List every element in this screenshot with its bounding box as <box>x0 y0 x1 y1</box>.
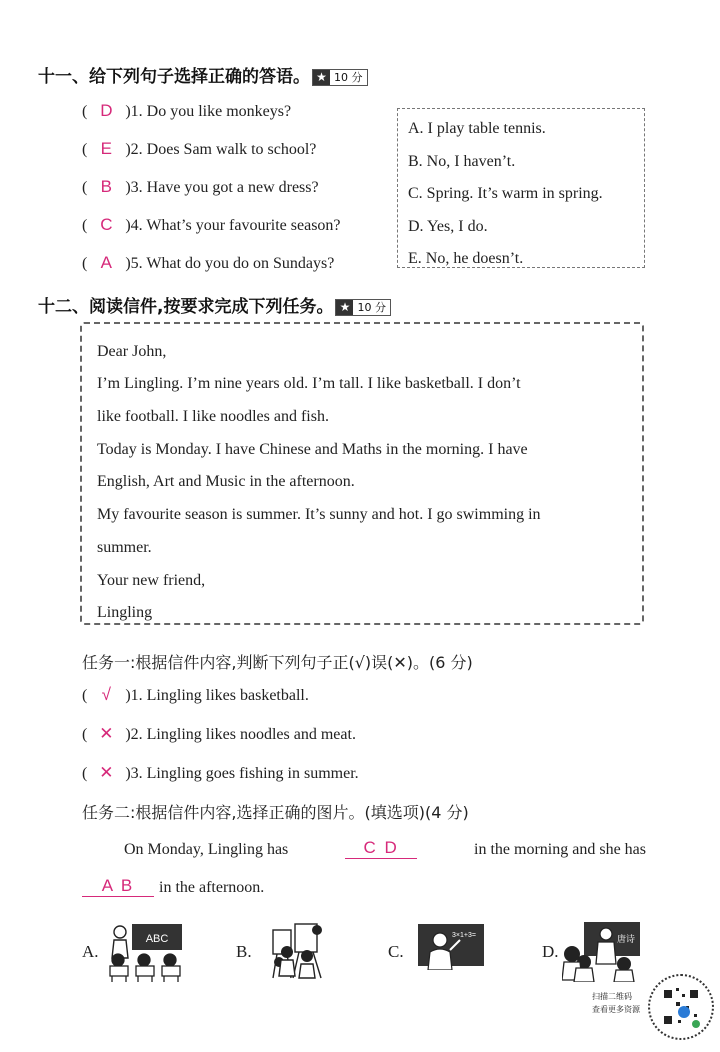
task1-row: ( √ )1. Lingling likes basketball. <box>82 685 309 704</box>
task1-title: 任务一:根据信件内容,判断下列句子正(√)误(✕)。(6 分) <box>82 653 473 672</box>
question-text: )2. Does Sam walk to school? <box>125 141 317 158</box>
question-text: )1. Do you like monkeys? <box>125 103 292 120</box>
question-row: ( A )5. What do you do on Sundays? <box>82 253 335 272</box>
star-icon: ★ <box>336 300 353 315</box>
letter-line: Lingling <box>97 604 153 621</box>
question-text: )5. What do you do on Sundays? <box>125 255 335 272</box>
qr-caption-line: 扫描二维码 <box>592 992 632 1001</box>
picture-art-class <box>265 916 331 982</box>
qr-caption-line: 查看更多资源 <box>592 1005 640 1014</box>
question-row: ( B )3. Have you got a new dress? <box>82 177 319 196</box>
section-12-heading <box>38 292 391 317</box>
question-row: ( D )1. Do you like monkeys? <box>82 101 292 120</box>
answer-mark: B <box>100 177 112 196</box>
sentence-part: in the afternoon. <box>159 879 265 896</box>
question-row: ( C )4. What’s your favourite season? <box>82 215 341 234</box>
picture-label-b: B. <box>236 942 252 961</box>
task1-row: ( ✕ )3. Lingling goes fishing in summer. <box>82 763 359 782</box>
picture-label-c: C. <box>388 942 404 961</box>
option-item: E. No, he doesn’t. <box>408 250 524 267</box>
score-badge <box>312 69 368 86</box>
question-text: )4. What’s your favourite season? <box>125 217 341 234</box>
answer-blank: C D <box>345 838 417 859</box>
letter-line: I’m Lingling. I’m nine years old. I’m tall. I like basketball. I don’t <box>97 375 521 392</box>
answer-mark: ✕ <box>99 763 114 782</box>
sentence-part: On Monday, Lingling has <box>124 841 289 858</box>
option-item: C. Spring. It’s warm in spring. <box>408 185 603 202</box>
options-box <box>397 108 645 268</box>
answer-mark: C <box>100 215 113 234</box>
picture-label-d: D. <box>542 942 559 961</box>
answer-mark: E <box>100 139 112 158</box>
letter-line: Your new friend, <box>97 572 206 589</box>
answer-blank: A B <box>82 876 154 897</box>
score-text: 10 分 <box>357 301 386 314</box>
section-11-heading <box>38 62 368 87</box>
score-text: 10 分 <box>334 71 363 84</box>
letter-line: like football. I like noodles and fish. <box>97 408 329 425</box>
answer-mark: A <box>100 253 112 272</box>
letter-line: My favourite season is summer. It’s sunny and hot. I go swimming in <box>97 506 541 523</box>
picture-label-a: A. <box>82 942 99 961</box>
answer-mark: D <box>100 101 113 120</box>
task2-sentence <box>82 876 264 897</box>
board-text: ABC <box>145 933 169 945</box>
letter-line: English, Art and Music in the afternoon. <box>97 473 355 490</box>
picture-chinese-class <box>562 920 642 982</box>
letter-line: summer. <box>97 539 152 556</box>
picture-maths-class <box>418 924 484 970</box>
board-text: 唐诗 <box>616 935 636 945</box>
picture-english-class <box>104 920 186 982</box>
answer-mark: ✕ <box>99 724 114 743</box>
star-icon: ★ <box>313 70 330 85</box>
option-item: B. No, I haven’t. <box>408 152 516 170</box>
section-12-title: 十二、阅读信件,按要求完成下列任务。 <box>38 297 334 317</box>
task1-row: ( ✕ )2. Lingling likes noodles and meat. <box>82 724 356 743</box>
question-text: )3. Have you got a new dress? <box>125 179 319 196</box>
option-item: D. Yes, I do. <box>408 217 488 235</box>
task2-title: 任务二:根据信件内容,选择正确的图片。(填选项)(4 分) <box>82 803 469 822</box>
board-text: 3×1+3= <box>452 932 476 939</box>
answer-mark: √ <box>101 685 111 704</box>
statement-text: )3. Lingling goes fishing in summer. <box>125 765 359 782</box>
letter-box <box>80 322 644 625</box>
score-badge <box>335 299 391 316</box>
statement-text: )1. Lingling likes basketball. <box>125 687 309 704</box>
task2-sentence <box>124 838 646 859</box>
section-11-title: 十一、给下列句子选择正确的答语。 <box>38 67 310 87</box>
qr-code[interactable] <box>648 974 714 1040</box>
question-row: ( E )2. Does Sam walk to school? <box>82 139 317 158</box>
statement-text: )2. Lingling likes noodles and meat. <box>125 726 356 743</box>
qr-caption <box>592 990 640 1016</box>
letter-line: Dear John, <box>97 343 167 360</box>
option-item: A. I play table tennis. <box>408 120 546 137</box>
letter-line: Today is Monday. I have Chinese and Maths in the morning. I have <box>97 441 528 458</box>
sentence-part: in the morning and she has <box>474 841 646 858</box>
